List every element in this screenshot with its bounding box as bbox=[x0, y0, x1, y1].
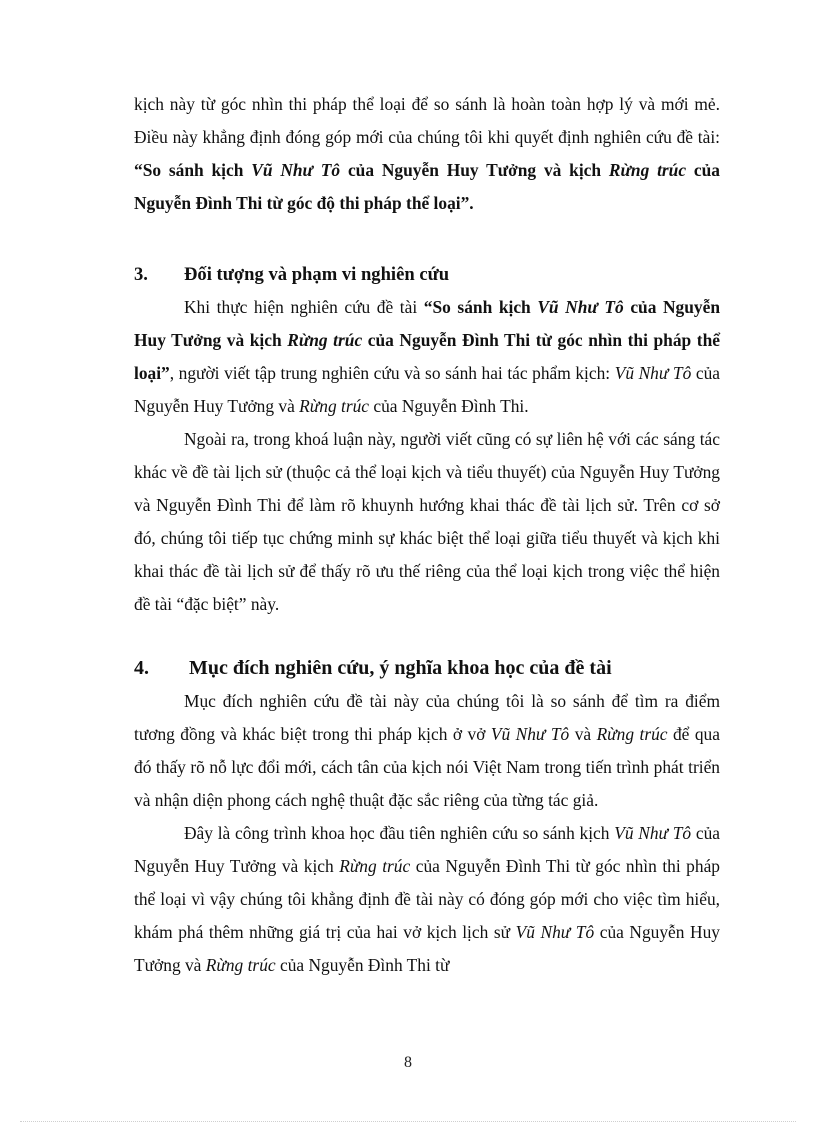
page-number: 8 bbox=[404, 1054, 412, 1071]
section-3-title: Đối tượng và phạm vi nghiên cứu bbox=[184, 264, 450, 285]
page-body bbox=[134, 88, 720, 982]
page-bottom-divider bbox=[20, 1121, 796, 1122]
section-4-heading bbox=[134, 651, 720, 685]
section-4-title: Mục đích nghiên cứu, ý nghĩa khoa học của đề tài bbox=[189, 657, 612, 679]
section-4-paragraph-2: Đây là công trình khoa học đầu tiên nghiên cứu so sánh kịch Vũ Như Tô của Nguyễn Huy Tưởng và kịch Rừng trúc của Nguyễn Đình Thi từ góc nhìn thi pháp thể loại vì vậy chúng tôi khẳng định đề tài này có đóng góp mới cho việc tìm hiểu, khám phá thêm những giá trị của hai vở kịch lịch sử Vũ Như Tô của Nguyễn Huy Tưởng và Rừng trúc của Nguyễn Đình Thi từ bbox=[134, 823, 721, 975]
intro-paragraph: kịch này từ góc nhìn thi pháp thể loại để so sánh là hoàn toàn hợp lý và mới mẻ. Điều này khẳng định đóng góp mới của chúng tôi khi quyết định nghiên cứu đề tài: “So sánh kịch Vũ Như Tô của Nguyễn Huy Tưởng và kịch Rừng trúc của Nguyễn Đình Thi từ góc độ thi pháp thể loại”. bbox=[134, 94, 720, 213]
section-3-paragraph-2: Ngoài ra, trong khoá luận này, người viết cũng có sự liên hệ với các sáng tác khác về đề tài lịch sử (thuộc cả thể loại kịch và tiểu thuyết) của Nguyễn Huy Tưởng và Nguyễn Đình Thi để làm rõ khuynh hướng khai thác đề tài lịch sử. Trên cơ sở đó, chúng tôi tiếp tục chứng minh sự khác biệt thể loại giữa tiểu thuyết và kịch khi khai thác đề tài lịch sử để thấy rõ ưu thế riêng của thể loại kịch trong việc thể hiện đề tài “đặc biệt” này. bbox=[134, 429, 720, 614]
section-3-heading bbox=[134, 258, 720, 291]
section-4-paragraph-1: Mục đích nghiên cứu đề tài này của chúng tôi là so sánh để tìm ra điểm tương đồng và khác biệt trong thi pháp kịch ở vở Vũ Như Tô và Rừng trúc để qua đó thấy rõ nỗ lực đổi mới, cách tân của kịch nói Việt Nam trong tiến trình phát triển và nhận diện phong cách nghệ thuật đặc sắc riêng của từng tác giả. bbox=[134, 691, 720, 810]
section-3-number: 3. bbox=[134, 264, 148, 285]
section-4-number: 4. bbox=[134, 657, 149, 679]
section-3-paragraph-1: Khi thực hiện nghiên cứu đề tài “So sánh kịch Vũ Như Tô của Nguyễn Huy Tưởng và kịch Rừng trúc của Nguyễn Đình Thi từ góc nhìn thi pháp thể loại”, người viết tập trung nghiên cứu và so sánh hai tác phẩm kịch: Vũ Như Tô của Nguyễn Huy Tưởng và Rừng trúc của Nguyễn Đình Thi. bbox=[134, 297, 721, 416]
